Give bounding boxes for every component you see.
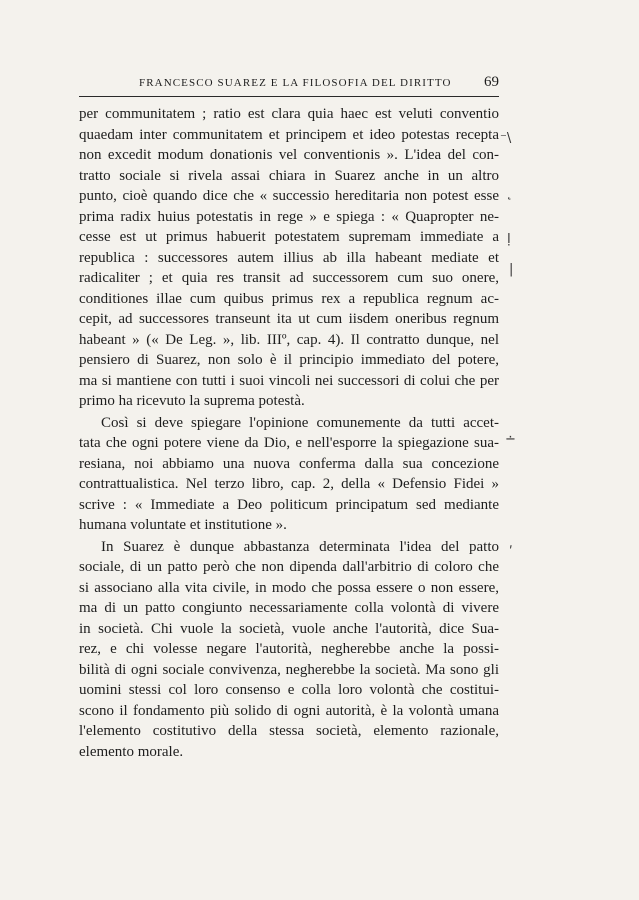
text-line: Così si deve spiegare l'opinione comunemente da tutti accet- [101,414,499,431]
text-line: primo ha ricevuto la suprema potestà. [79,393,305,409]
paragraph-2 [79,413,499,536]
text-line: l'elemento costitutivo della stessa società, elemento razionale, [79,723,499,739]
margin-mark: ʹ [509,545,513,560]
text-line: si associano alla vita civile, in modo che possa essere o non essere, [79,579,499,596]
text-line: conditiones illae cum quibus primus rex a republica regnum ac- [79,290,499,307]
text-line: radicaliter ; et quia res transit ad successorem cum suo onere, [79,270,499,286]
running-header [79,74,499,94]
header-rule [79,96,499,97]
text-line: In Suarez è dunque abbastanza determinata l'idea del patto [101,538,499,555]
text-line: rez, e chi volesse negare l'autorità, negherebbe anche la possi- [79,641,499,657]
text-line: cepit, ad successores transeunt ita ut cum iisdem oneribus regnum [79,311,499,327]
text-line: tratto sociale si rivela assai chiara in Suarez anche in un altro [79,167,499,184]
text-line: bilità di ogni sociale convivenza, negherebbe la società. Ma sono gli [79,661,499,678]
text-line: punto, cioè quando dice che « successio hereditaria non potest esse [79,188,499,204]
margin-mark: ⁻\ [500,131,512,146]
margin-mark: | [509,262,514,277]
text-line: humana voluntate et institutione ». [79,517,287,533]
text-line: quaedam inter communitatem et principem et ideo potestas recepta [79,126,499,143]
text-line: prima radix huius potestatis in rege » e spiega : « Quapropter ne- [79,208,499,225]
margin-mark: ḷ [507,232,511,247]
text-line: ma si mantiene con tutti i suoi vincoli nei successori di colui che per [79,372,499,389]
text-line: habeant » (« De Leg. », lib. IIIº, cap. 4). Il contratto dunque, nel [79,331,499,348]
text-line: pensiero di Suarez, non solo è il principio immediato del potere, [79,352,499,368]
text-line: non excedit modum donationis vel conventionis ». L'idea del con- [79,147,499,163]
margin-mark: ∸ [505,432,516,447]
text-line: tata che ogni potere viene da Dio, e nell'esporre la spiegazione sua- [79,435,499,451]
text-line: contrattualistica. Nel terzo libro, cap. 2, della « Defensio Fidei » [79,476,499,492]
paragraph-1 [79,104,499,412]
text-line: in società. Chi vuole la società, vuole anche l'autorità, dice Sua- [79,620,499,637]
margin-mark: ˛ [506,186,513,201]
text-line: per communitatem ; ratio est clara quia haec est veluti conventio [79,106,499,122]
running-head-title: FRANCESCO SUAREZ E LA FILOSOFIA DEL DIRITTO [139,77,452,89]
paragraph-3 [79,537,499,763]
text-line: scono il fondamento più solido di ogni autorità, è la volontà umana [79,702,499,719]
text-line: uomini stessi col loro consenso e colla loro volontà che costitui- [79,682,499,698]
text-line: scrive : « Immediate a Deo politicum principatum sed mediante [79,496,499,513]
text-line: resiana, noi abbiamo una nuova conferma dalla sua concezione [79,455,499,472]
text-line: elemento morale. [79,743,184,760]
page-number: 69 [484,74,499,90]
body-text [79,104,499,762]
text-line: republica : successores autem illius ab illa habeant mediate et [79,249,499,266]
text-line: sociale, di un patto però che non dipenda dall'arbitrio di coloro che [79,559,499,575]
text-line: cesse est ut primus habuerit potestatem supremam immediate a [79,229,499,245]
text-line: ma di un patto congiunto necessariamente colla volontà di vivere [79,600,499,616]
